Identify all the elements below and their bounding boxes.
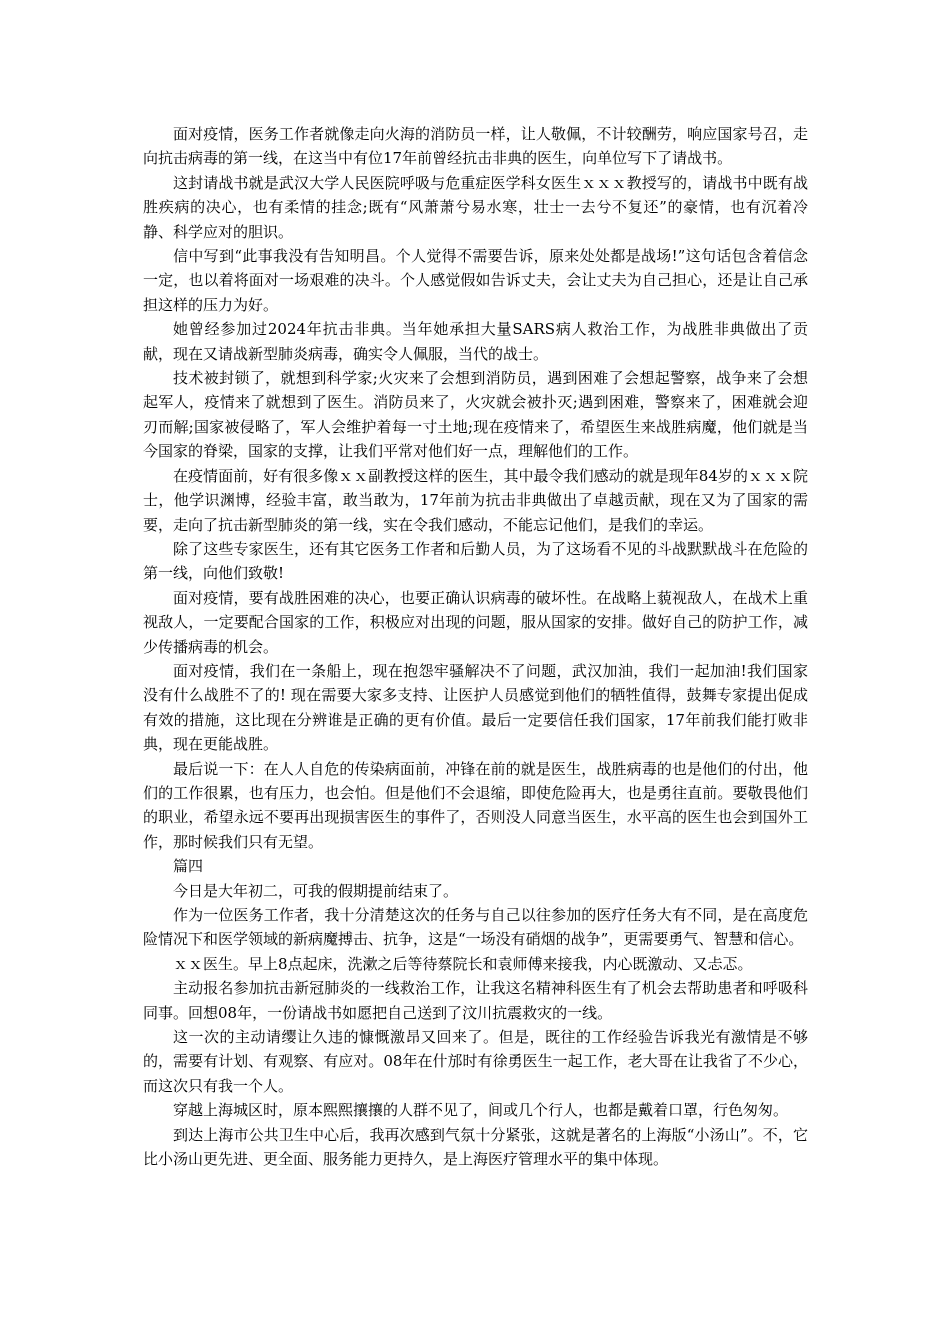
paragraph: 技术被封锁了，就想到科学家;火灾来了会想到消防员，遇到困难了会想起警察，战争来了会想起军人，疫情来了就想到了医生。消防员来了，火灾就会被扑灭;遇到困难，警察来了，困难就会迎刃而解;国家被侵略了，军人会维护着每一寸土地;现在疫情来了，希望医生来战胜病魔，他们就是当今国家的脊梁，国家的支撑，让我们平常对他们好一点，理解他们的工作。 [143, 369, 808, 461]
paragraph: 她曾经参加过2024年抗击非典。当年她承担大量SARS病人救治工作，为战胜非典做出了贡献，现在又请战新型肺炎病毒，确实令人佩服，当代的战士。 [143, 320, 808, 363]
section-heading: 篇四 [173, 857, 204, 876]
paragraph: 面对疫情，我们在一条船上，现在抱怨牢骚解决不了问题，武汉加油，我们一起加油!我们国家没有什么战胜不了的! 现在需要大家多支持、让医护人员感觉到他们的牺牲值得，鼓舞专家提出促成有效的措施，这比现在分辨谁是正确的更有价值。最后一定要信任我们国家，17年前我们能打败非典，现在更能战胜。 [143, 661, 808, 754]
paragraph: 这封请战书就是武汉大学人民医院呼吸与危重症医学科女医生ｘｘｘ教授写的，请战书中既有战胜疾病的决心，也有柔情的挂念;既有“风萧萧兮易水寒，壮士一去兮不复还”的豪情，也有沉着冷静、科学应对的胆识。 [143, 173, 808, 241]
paragraph: 信中写到“此事我没有告知明昌。个人觉得不需要告诉，原来处处都是战场!”这句话包含着信念一定，也以着将面对一场艰难的决斗。个人感觉假如告诉丈夫，会让丈夫为自己担心，还是让自己承担这样的压力为好。 [143, 247, 808, 314]
paragraph: 今日是大年初二，可我的假期提前结束了。 [173, 881, 459, 900]
paragraph: 面对疫情，要有战胜困难的决心，也要正确认识病毒的破坏性。在战略上藐视敌人，在战术上重视敌人，一定要配合国家的工作，积极应对出现的问题，服从国家的安排。做好自己的防护工作，减少传播病毒的机会。 [143, 588, 808, 656]
paragraph: ｘｘ医生。早上8点起床，洗漱之后等待蔡院长和袁师傅来接我，内心既激动、又忐忑。 [173, 954, 753, 973]
paragraph: 在疫情面前，好有很多像ｘｘ副教授这样的医生，其中最令我们感动的就是现年84岁的ｘｘｘ院士，他学识渊博，经验丰富，敢当敢为，17年前为抗击非典做出了卓越贡献，现在又为了国家的需要，走向了抗击新型肺炎的第一线，实在令我们感动，不能忘记他们，是我们的幸运。 [143, 466, 808, 534]
paragraph: 这一次的主动请缨让久违的慷慨激昂又回来了。但是，既往的工作经验告诉我光有激情是不够的，需要有计划、有观察、有应对。08年在什邡时有徐勇医生一起工作，老大哥在让我省了不少心，而这次只有我一个人。 [143, 1028, 808, 1095]
paragraph: 主动报名参加抗击新冠肺炎的一线救治工作，让我这名精神科医生有了机会去帮助患者和呼吸科同事。回想08年，一份请战书如愿把自己送到了汶川抗震救灾的一线。 [143, 979, 808, 1022]
paragraph: 到达上海市公共卫生中心后，我再次感到气氛十分紧张，这就是著名的上海版“小汤山”。不，它比小汤山更先进、更全面、服务能力更持久，是上海医疗管理水平的集中体现。 [143, 1125, 808, 1169]
paragraph: 除了这些专家医生，还有其它医务工作者和后勤人员，为了这场看不见的斗战默默战斗在危险的第一线，向他们致敬! [143, 539, 808, 583]
paragraph: 最后说一下：在人人自危的传染病面前，冲锋在前的就是医生，战胜病毒的也是他们的付出，他们的工作很累，也有压力，也会怕。但是他们不会退缩，即使危险再大，也是勇往直前。要敬畏他们的职业，希望永远不要再出现损害医生的事件了，否则没人同意当医生，水平高的医生也会到国外工作，那时候我们只有无望。 [143, 759, 808, 851]
paragraph: 穿越上海城区时，原本熙熙攘攘的人群不见了，间或几个行人，也都是戴着口罩，行色匆匆。 [173, 1101, 789, 1120]
document-body [143, 122, 808, 1171]
paragraph: 作为一位医务工作者，我十分清楚这次的任务与自己以往参加的医疗任务大有不同，是在高度危险情况下和医学领域的新病魔搏击、抗争，这是“一场没有硝烟的战争”，更需要勇气、智慧和信心。 [143, 906, 808, 949]
paragraph: 面对疫情，医务工作者就像走向火海的消防员一样，让人敬佩，不计较酬劳，响应国家号召，走向抗击病毒的第一线，在这当中有位17年前曾经抗击非典的医生，向单位写下了请战书。 [143, 125, 808, 168]
